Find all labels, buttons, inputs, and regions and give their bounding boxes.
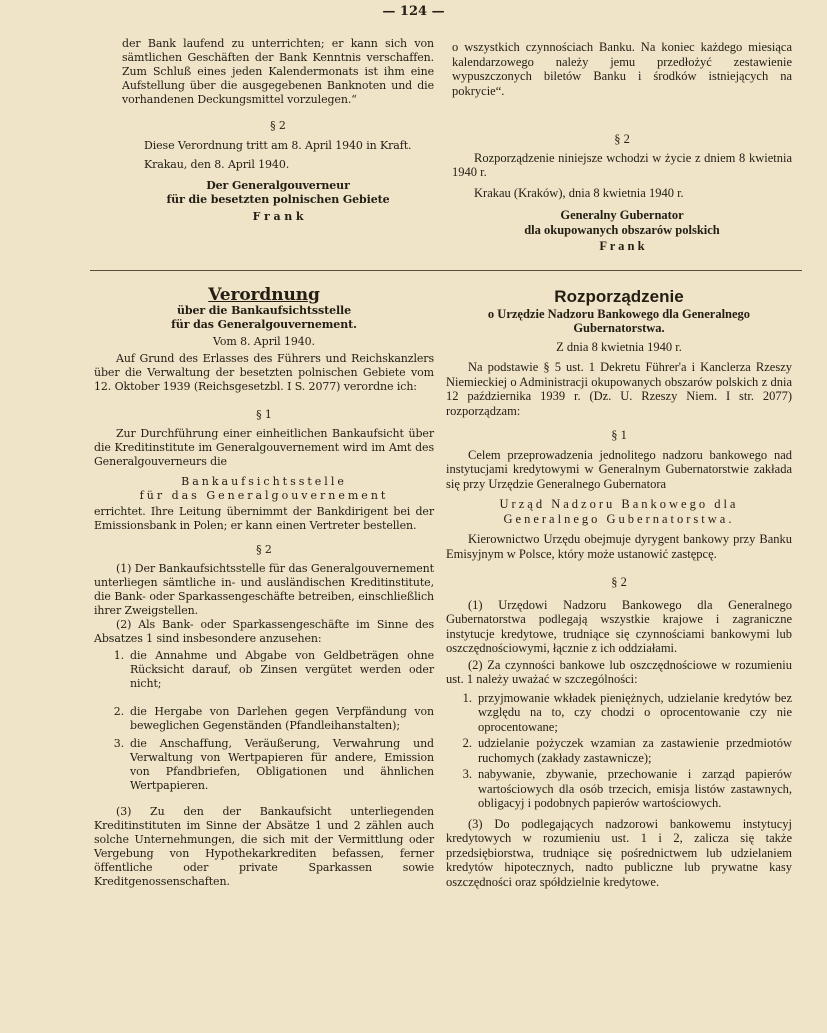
- top-german-section-2-text: Diese Verordnung tritt am 8. April 1940 in Kraft.: [144, 139, 412, 152]
- list-item: [450, 691, 792, 735]
- list-item: [102, 705, 434, 733]
- german-section-2-heading: § 2: [256, 543, 272, 556]
- list-item-text: przyjmowanie wkładek pieniężnych, udzielanie kredytów bez względu na to, czy chodzi o oprocentowanie czy nie oprocentowane;: [478, 690, 792, 734]
- german-business-list: [94, 649, 434, 793]
- list-item-number: 3.: [113, 737, 124, 750]
- polish-preamble: Na podstawie § 5 ust. 1 Dekretu Führer'a i Kanclerza Rzeszy Niemieckiej o Administracji okupowanych obszarów polskich z dnia 12 października 1939 r. (Dz. U. Rzeszy Niem. I str. 2077) rozporządzam:: [446, 360, 792, 418]
- german-subtitle-1: über die Bankaufsichtsstelle: [176, 304, 352, 317]
- polish-date: Z dnia 8 kwietnia 1940 r.: [556, 339, 682, 354]
- german-subtitle-2: für das Generalgouvernement.: [171, 318, 357, 331]
- german-section-2-paragraph-2: (2) Als Bank- oder Sparkassengeschäfte im Sinne des Absatzes 1 sind insbesondere anzusehen:: [94, 618, 434, 645]
- polish-subtitle-2: Gubernatorstwa.: [573, 321, 665, 335]
- polish-section-1-heading: § 1: [611, 428, 627, 442]
- section-divider: [90, 270, 802, 271]
- page-number: — 124 —: [382, 4, 445, 19]
- list-item-number: 1.: [462, 690, 472, 705]
- german-section-1-heading: § 1: [256, 408, 272, 421]
- top-german-signature-line-2: für die besetzten polnischen Gebiete: [166, 193, 390, 206]
- polish-subtitle-1: o Urzędzie Nadzoru Bankowego dla Generalnego: [487, 306, 751, 321]
- list-item: [102, 737, 434, 793]
- list-item-text: die Annahme und Abgabe von Geldbeträgen ohne Rücksicht darauf, ob Zinsen vergütet werden oder nicht;: [130, 649, 434, 690]
- polish-section-2-paragraph-3: (3) Do podlegających nadzorowi bankowemu instytucyj kredytowych w rozumieniu ust. 1 i 2, zalicza się także przedsiębiorstwa, trudniące się pośrednictwem lub udzielaniem kredytów hipotecznych, nadto publiczne lub prywatne kasy oszczędności oraz spółdzielnie kredytowe.: [446, 816, 792, 889]
- polish-section-2-heading: § 2: [611, 575, 627, 589]
- top-german-place-date: Krakau, den 8. April 1940.: [144, 158, 290, 171]
- top-german-continuation: der Bank laufend zu unterrichten; er kann sich von sämtlichen Geschäften der Bank Kenntnis verschaffen. Zum Schluß eines jeden Kalendermonats ist ihm eine Aufstellung über die ausgegebenen Banknoten und die vorhandenen Deckungsmittel vorzulegen.“: [122, 37, 434, 106]
- list-item: [450, 767, 792, 811]
- polish-section-2-paragraph-2: (2) Za czynności bankowe lub oszczędnościowe w rozumieniu ust. 1 należy uważać w szczególności:: [446, 657, 792, 686]
- german-office-name-1: Bankaufsichtsstelle: [181, 475, 347, 488]
- polish-section-2-paragraph-1: (1) Urzędowi Nadzoru Bankowego dla Generalnego Gubernatorstwa podlegają wszystkie krajowe i zagraniczne instytucje kredytowe, trudniące się czynnościami bankowymi lub oszczędnościowymi, łącznie z ich oddziałami.: [446, 597, 792, 655]
- polish-business-list: [446, 691, 792, 811]
- list-item-number: 2.: [113, 705, 124, 718]
- top-german-signature-line-1: Der Generalgouverneur: [206, 179, 350, 192]
- top-german-signature-name: F r a n k: [252, 210, 304, 223]
- german-office-name-2: für das Generalgouvernement: [139, 489, 389, 502]
- list-item-text: die Hergabe von Darlehen gegen Verpfändung von beweglichen Gegenständen (Pfandleihanstalten);: [130, 705, 434, 732]
- polish-section-1-text: Celem przeprowadzenia jednolitego nadzoru bankowego nad instytucjami kredytowymi w Generalnym Gubernatorstwie zakłada się przy Urzędzie Generalnego Gubernatora: [446, 447, 792, 491]
- list-item-number: 3.: [462, 767, 472, 781]
- top-german-column: [122, 37, 434, 224]
- german-date: Vom 8. April 1940.: [213, 335, 315, 348]
- german-section-1-text: Zur Durchführung einer einheitlichen Bankaufsicht über die Kreditinstitute im Generalgouvernement wird im Amt des Generalgouverneurs die: [94, 427, 434, 468]
- top-german-section-2-heading: § 2: [270, 119, 286, 132]
- list-item-text: udzielanie pożyczek wzamian za zastawienie przedmiotów ruchomych (zakłady zastawnicze);: [478, 736, 792, 765]
- polish-office-name-1: Urząd Nadzoru Bankowego dla: [499, 497, 739, 511]
- german-section-1-text-2: errichtet. Ihre Leitung übernimmt der Bankdirigent bei der Emissionsbank in Polen; er kann einen Vertreter bestellen.: [94, 505, 434, 532]
- german-ordinance-column: [94, 285, 434, 889]
- polish-section-1-text-2: Kierownictwo Urzędu obejmuje dyrygent bankowy przy Banku Emisyjnym w Polsce, który może ustanowić zastępcę.: [446, 532, 792, 561]
- top-polish-section-2-text: Rozporządzenie niniejsze wchodzi w życie z dniem 8 kwietnia 1940 r.: [452, 150, 792, 179]
- german-title: Verordnung: [208, 285, 320, 305]
- top-polish-signature-name: F r a n k: [599, 239, 645, 253]
- list-item-text: nabywanie, zbywanie, przechowanie i zarząd papierów wartościowych dla osób trzecich, emisja listów zastawnych, obligacyj i podobnych papierów wartościowych.: [478, 767, 792, 810]
- top-polish-signature-line-1: Generalny Gubernator: [560, 208, 684, 222]
- list-item: [102, 649, 434, 691]
- list-item-number: 2.: [462, 736, 472, 750]
- list-item: [450, 736, 792, 765]
- top-polish-section-2-heading: § 2: [614, 132, 630, 146]
- polish-title: Rozporządzenie: [554, 287, 684, 306]
- top-polish-signature-line-2: dla okupowanych obszarów polskich: [524, 222, 720, 237]
- german-preamble: Auf Grund des Erlasses des Führers und Reichskanzlers über die Verwaltung der besetzten polnischen Gebiete vom 12. Oktober 1939 (Reichsgesetzbl. I S. 2077) verordne ich:: [94, 352, 434, 393]
- list-item-number: 1.: [113, 649, 124, 662]
- polish-ordinance-column: [446, 287, 792, 889]
- top-polish-continuation: o wszystkich czynnościach Banku. Na koniec każdego miesiąca kalendarzowego należy jemu przedłożyć zestawienie wypuszczonych biletów Banku i środków istniejących na pokrycie“.: [452, 40, 792, 98]
- polish-office-name-2: Generalnego Gubernatorstwa.: [503, 511, 735, 526]
- top-polish-column: [452, 40, 792, 254]
- german-section-2-paragraph-1: (1) Der Bankaufsichtsstelle für das Generalgouvernement unterliegen sämtliche in- und ausländischen Kreditinstitute, die Bank- oder Sparkassengeschäfte betreiben, einschließlich ihrer Zweigstellen.: [94, 562, 434, 617]
- top-polish-place-date: Krakau (Kraków), dnia 8 kwietnia 1940 r.: [474, 185, 684, 200]
- list-item-text: die Anschaffung, Veräußerung, Verwahrung und Verwaltung von Wertpapieren für andere, Emission von Pfandbriefen, Obligationen und ähnlichen Wertpapieren.: [130, 737, 434, 792]
- german-section-2-paragraph-3: (3) Zu den der Bankaufsicht unterliegenden Kreditinstituten im Sinne der Absätze 1 und 2 zählen auch solche Unternehmungen, die sich mit der Vermittlung oder Vergebung von Hypothekarkrediten befassen, ferner öffentliche oder private Sparkassen sowie Kreditgenossenschaften.: [94, 805, 434, 888]
